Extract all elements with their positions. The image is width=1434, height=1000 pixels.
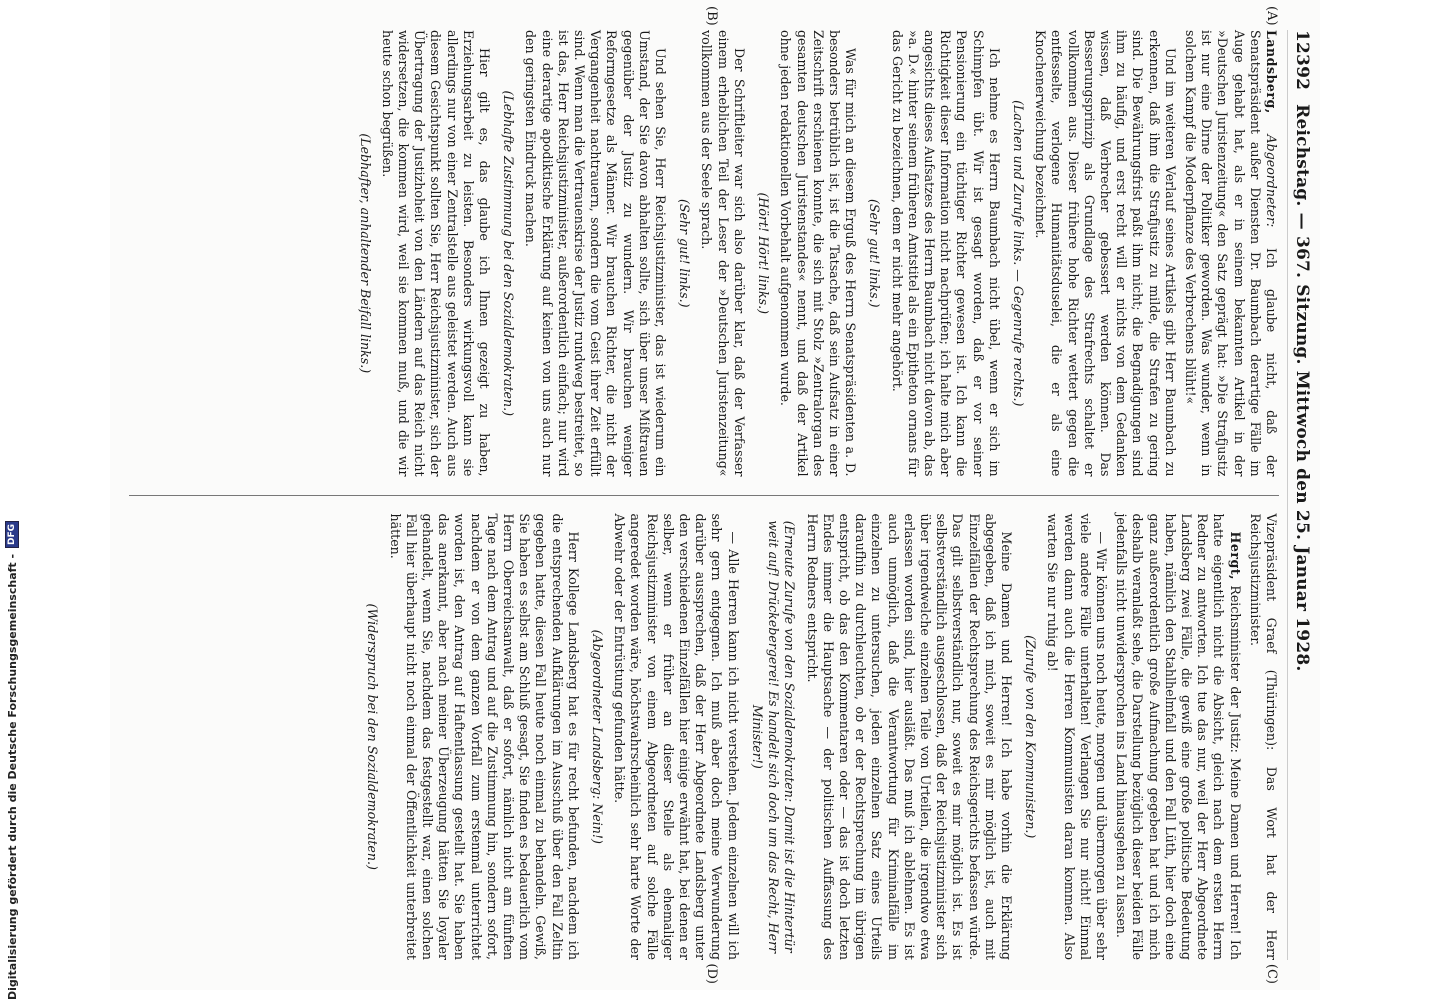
interjection: (Zurufe von den Kommunisten.) <box>1023 635 1039 839</box>
interjection: (Sehr gut! links.) <box>677 198 693 308</box>
margin-marker-a: (A) <box>1264 6 1279 26</box>
speaker-role: Abgeordneter: <box>1264 134 1279 228</box>
paragraph: Was für mich an diesem Erguß des Herrn Senatspräsidenten a. D. besonders betrüblich ist, ist die Tatsache, daß sein Aufsatz in einer Zeitschrift erschienen konnte, die sich mit Stolz »Zentralorgan des gesamten deutschen Juristenstandes« nennt, und daß der Artikel ohne jeden redaktionellen Vorbehalt aufgenommen wurde. <box>778 30 859 477</box>
margin-marker-c: (C) <box>1264 963 1279 984</box>
left-column <box>129 6 1279 477</box>
interjection: (Lebhafte Zustimmung bei den Sozialdemokraten.) <box>501 90 517 416</box>
paragraph-text: Ich glaube nicht, daß der Senatspräsident außer Diensten Dr. Baumbach derartige Fälle im Auge gehabt hat, als er in seinem bekannten Artikel in der »Deutschen Juristenzeitung« den Satz geprägt hat: »Die Strafjustiz ist nur eine Dirne der Politiker geworden. Was wunder, wenn in solchem Kampf die Moderpflanze des Verbrechens blüht!« <box>1182 30 1279 477</box>
column-divider <box>129 495 1279 496</box>
paragraph: Und im weiteren Verlauf seines Artikels gibt Herr Baumbach zu erkennen, daß ihm die Strafjustiz zu milde, die Strafen zu gering sind. Die Bewährungsfrist paßt ihm nicht; die Begnadigungen sind ihm zu häufig, und erst recht will er nichts von dem Gedanken wissen, daß Verbrecher gebessert werden können. Das Besserungsprinzip als Grundlage des Strafrechts schaltet er vollkommen aus. Dieser frühere hohe Richter wettert gegen die entfesselte, verlogene Humanitätsduselei, die er als eine Knochenerweichung bezeichnet. <box>1033 30 1178 477</box>
margin-marker-b: (B) <box>704 6 719 26</box>
document-page <box>110 0 1320 990</box>
paragraph: Hier gilt es, das glaube ich Ihnen gezeigt zu haben, Erziehungsarbeit zu leisten. Besonders wirkungsvoll kann sie allerdings nur von einer Zentralstelle aus geleistet werden. Auch aus diesem Gesichtspunkt sollten Sie, Herr Reichsjustizminister, sich der Übertragung der Justizhoheit von den Ländern auf das Reich nicht widersetzen, die kommen wird, weil sie kommen muß, und die wir heute schon begrüßen. <box>379 30 493 477</box>
interjection: (Abgeordneter Landsberg: Nein!) <box>590 629 606 844</box>
paragraph: Meine Damen und Herren! Ich habe vorhin die Erklärung abgegeben, daß ich mich, soweit es mir möglich ist, auch mit Einzelfällen der Rechtsprechung des Reichsgerichts befassen würde. Das gilt selbstverständlich nur, soweit es mir möglich ist. Es ist selbstverständlich ausgeschlossen, daß der Reichsjustizminister sich über irgendwelche einzelnen Teile von Urteilen, die irgendwo etwa erlassen worden sind, hier ausläßt. Das muß ich ablehnen. Es ist auch unmöglich, daß die Verantwortung für Kriminalfälle im einzelnen zu untersuchen, jeden einzelnen Satz eines Urteils daraufhin zu durchleuchten, ob er der Rechtsprechung im übrigen entspricht, ob das den Kommentaren oder — das ist doch letzten Endes immer die Hauptsache — der politischen Auffassung des Herrn Redners entspricht. <box>804 513 1014 960</box>
interjection: (Hört! Hört! links.) <box>756 192 772 315</box>
paragraph <box>1113 513 1243 960</box>
paragraph: Vizepräsident Graef (Thüringen): Das Wort hat der Herr Reichsjustizminister. <box>1247 513 1279 960</box>
paragraph: — Alle Herren kann ich nicht verstehen. Jedem einzelnen will ich sehr gern entgegnen. Ich muß aber doch meine Verwunderung darüber aussprechen, daß der Herr Abgeordnete Landsberg unter den verschiedenen Einzelfällen hier einige erwähnt hat, bei denen er selber, wenn er früher an dieser Stelle als ehemaliger Reichsjustizminister von einem Abgeordneten auf solche Fälle angeredet worden wäre, höchstwahrscheinlich sehr harte Worte der Abwehr oder der Entrüstung gefunden hätte. <box>612 513 741 960</box>
paragraph: Ich nehme es Herrn Baumbach nicht übel, wenn er sich im Schimpfen übt. Wir ist gesagt worden, daß er vor seiner Pensionierung ein tüchtiger Richter gewesen ist. Ich kann die Richtigkeit dieser Information nicht nachprüfen; ich halte mich aber angesichts dieses Aufsatzes des Herrn Baumbach nicht davon ab, das »a. D.« hinter seinem früheren Amtstitel als ein Epitheton ornans für das Gericht zu bezeichnen, dem er nicht mehr angehört. <box>889 30 1002 477</box>
paragraph <box>1182 30 1279 477</box>
interjection: (Erneute Zurufe von den Sozialdemokraten: Damit ist die Hintertür weit auf! Drückebergerei! Es handelt sich doch um das Recht, Herr Minister!) <box>749 520 798 954</box>
right-column <box>129 513 1279 984</box>
digitization-credit <box>2 360 22 1000</box>
paragraph: — Wir können uns noch heute, morgen und übermorgen über sehr viele andere Fälle unterhalten! Verlangen Sie nur nicht! Einmal werden dann auch die Herren Kommunisten daran kommen. Also warten Sie nur ruhig ab! <box>1045 513 1109 960</box>
page-number: 12392 <box>1292 30 1312 91</box>
interjection: (Sehr gut! links.) <box>867 198 883 308</box>
dfg-logo-icon: DFG <box>5 521 19 548</box>
paragraph: Der Schriftleiter war sich also darüber klar, daß der Verfasser einem erheblichen Teil der Leser der »Deutschen Juristenzeitung« vollkommen aus der Seele sprach. <box>699 30 747 477</box>
speaker-name: Landsberg, <box>1264 30 1279 114</box>
interjection: (Lebhafter, anhaltender Beifall links.) <box>357 133 373 374</box>
paragraph-text: Reichsminister der Justiz: Meine Damen und Herren! Ich hatte eigentlich nicht die Absicht, gleich nach dem ersten Herrn Redner zu antworten. Ich tue das nur, weil der Herr Abgeordnete Landsberg zwei Fälle, die gewiß eine große politische Bedeutung haben, nämlich den Stahlhelmfall und den Fall Lüth, hier doch eine ganz außerordentlich große Aufmachung gegeben hat und ich mich deshalb veranlaßt sehe, die Darstellung bezüglich dieser beiden Fälle jedenfalls nicht unwidersprochen ins Land hinausgehen zu lassen. <box>1114 513 1243 960</box>
credit-text: Digitalisierung gefördert durch die Deutsche Forschungsgemeinschaft - <box>5 553 19 1000</box>
paragraph: Herr Kollege Landsberg hat es für recht befunden, nachdem ich die entsprechenden Aufklärungen im Ausschuß über den Fall Zeltin gegeben hatte, diesen Fall heute noch einmal zu behandeln. Gewiß, Sie haben es selbst am Schluß gesagt, Sie finden es bedauerlich vom Herrn Oberreichsanwalt, daß er sofort, nämlich nicht am fünften Tage nach dem Antrag und auf die Zustimmung hin, sondern sofort, nachdem er von dem ganzen Vorfall zum erstenmal unterrichtet worden ist, den Antrag auf Haftentlassung gestellt hat. Sie haben das anerkannt, aber nach meiner Überzeugung hätten Sie loyaler gehandelt, wenn Sie, nachdem das festgestellt war, einen solchen Fall hier überhaupt nicht noch einmal der Öffentlichkeit unterbreitet hätten. <box>387 513 581 960</box>
page-title: Reichstag. — 367. Sitzung. Mittwoch den 25. Januar 1928. <box>1292 104 1312 672</box>
margin-marker-d: (D) <box>704 963 719 984</box>
page-header <box>1287 30 1312 960</box>
interjection: (Lachen und Zurufe links. — Gegenrufe rechts.) <box>1010 100 1026 407</box>
speaker-name: Hergt, <box>1227 531 1243 581</box>
paragraph: Und sehen Sie, Herr Reichsjustizminister, das ist wiederum ein Umstand, der Sie davon abhalten sollte, sich über unser Mißtrauen gegenüber der Justiz zu wundern. Wir brauchen weniger Reformgesetze als Männer. Wir brauchen Richter, die nicht der Vergangenheit nachtrauern, sondern die vom Geist ihrer Zeit erfüllt sind. Wenn man die Vertrauenskrise der Justiz rundweg bestreitet, so ist das, Herr Reichsjustizminister, außerordentlich einfach; nur wird eine derartige apodiktische Erklärung auf keinen von uns auch nur den geringsten Eindruck machen. <box>523 30 669 477</box>
interjection: (Widerspruch bei den Sozialdemokraten.) <box>365 603 381 870</box>
